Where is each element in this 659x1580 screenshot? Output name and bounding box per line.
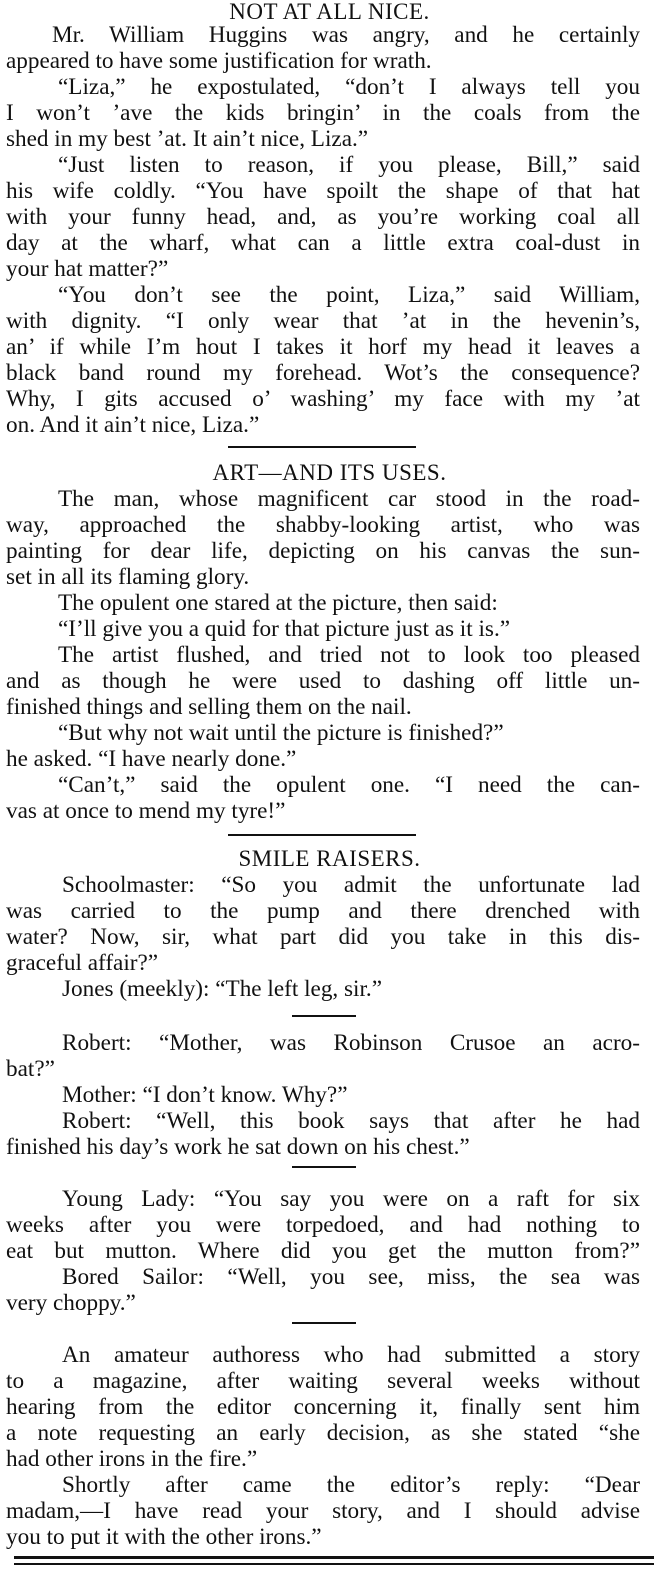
text-line: “But why not wait until the picture is finished?” <box>58 720 504 746</box>
text-line: “Can’t,” said the opulent one. “I need the can- <box>58 772 640 798</box>
text-line: “You don’t see the point, Liza,” said William, <box>58 282 640 308</box>
text-line: a note requesting an early decision, as she stated “she <box>6 1420 640 1446</box>
text-line: on. And it ain’t nice, Liza.” <box>6 412 260 438</box>
text-line: your hat matter?” <box>6 256 169 282</box>
text-line: with dignity. “I only wear that ’at in the hevenin’s, <box>6 308 640 334</box>
text-line: you to put it with the other irons.” <box>6 1524 322 1550</box>
text-line: Schoolmaster: “So you admit the unfortunate lad <box>62 872 640 898</box>
text-line: day at the wharf, what can a little extra coal-dust in <box>6 230 640 256</box>
text-line: set in all its flaming glory. <box>6 564 250 590</box>
text-line: Robert: “Mother, was Robinson Crusoe an acro- <box>62 1030 640 1056</box>
text-line: I won’t ’ave the kids bringin’ in the coals from the <box>6 100 640 126</box>
text-line: The man, whose magnificent car stood in the road- <box>58 486 640 512</box>
text-line: painting for dear life, depicting on his canvas the sun- <box>6 538 640 564</box>
text-line: Shortly after came the editor’s reply: “Dear <box>62 1472 640 1498</box>
text-line: finished his day’s work he sat down on his chest.” <box>6 1134 470 1160</box>
section-divider <box>228 834 416 836</box>
text-line: to a magazine, after waiting several weeks without <box>6 1368 640 1394</box>
section-divider <box>292 1015 356 1017</box>
text-line: Bored Sailor: “Well, you see, miss, the sea was <box>62 1264 640 1290</box>
text-line: hearing from the editor concerning it, finally sent him <box>6 1394 640 1420</box>
text-line: his wife coldly. “You have spoilt the shape of that hat <box>6 178 640 204</box>
text-line: with your funny head, and, as you’re working coal all <box>6 204 640 230</box>
text-line: had other irons in the fire.” <box>6 1446 258 1472</box>
text-line: The artist flushed, and tried not to look too pleased <box>58 642 640 668</box>
section-divider <box>292 1166 356 1168</box>
text-line: finished things and selling them on the nail. <box>6 694 412 720</box>
text-line: Mr. William Huggins was angry, and he certainly <box>52 22 640 48</box>
text-line: Why, I gits accused o’ washing’ my face with my ’at <box>6 386 640 412</box>
article-title: SMILE RAISERS. <box>238 846 421 871</box>
text-line: appeared to have some justification for wrath. <box>6 48 432 74</box>
text-line: black band round my forehead. Wot’s the consequence? <box>6 360 640 386</box>
text-line: “Liza,” he expostulated, “don’t I always tell you <box>58 74 640 100</box>
text-line: graceful affair?” <box>6 950 159 976</box>
section-divider <box>292 1322 356 1324</box>
text-line: “I’ll give you a quid for that picture just as it is.” <box>58 616 511 642</box>
article-title: ART—AND ITS USES. <box>212 460 447 485</box>
text-line: Mother: “I don’t know. Why?” <box>62 1082 348 1108</box>
text-line: “Just listen to reason, if you please, Bill,” said <box>58 152 640 178</box>
text-line: very choppy.” <box>6 1290 136 1316</box>
text-line: eat but mutton. Where did you get the mutton from?” <box>6 1238 640 1264</box>
text-line: Robert: “Well, this book says that after he had <box>62 1108 640 1134</box>
text-line: water? Now, sir, what part did you take in this dis- <box>6 924 640 950</box>
section-divider <box>228 446 416 448</box>
text-line: vas at once to mend my tyre!” <box>6 798 286 824</box>
text-line: An amateur authoress who had submitted a story <box>62 1342 640 1368</box>
text-line: weeks after you were torpedoed, and had nothing to <box>6 1212 640 1238</box>
text-line: way, approached the shabby-looking artist, who was <box>6 512 640 538</box>
text-line: and as though he were used to dashing off little un- <box>6 668 640 694</box>
footer-double-rule <box>14 1556 654 1559</box>
text-line: The opulent one stared at the picture, then said: <box>58 590 498 616</box>
text-line: shed in my best ’at. It ain’t nice, Liza.” <box>6 126 369 152</box>
text-line: madam,—I have read your story, and I should advise <box>6 1498 640 1524</box>
text-line: bat?” <box>6 1056 55 1082</box>
footer-double-rule <box>14 1563 654 1565</box>
text-line: he asked. “I have nearly done.” <box>6 746 297 772</box>
text-line: an’ if while I’m hout I takes it horf my head it leaves a <box>6 334 640 360</box>
text-line: Young Lady: “You say you were on a raft for six <box>62 1186 640 1212</box>
text-line: Jones (meekly): “The left leg, sir.” <box>62 976 383 1002</box>
text-line: was carried to the pump and there drenched with <box>6 898 640 924</box>
article-title: NOT AT ALL NICE. <box>229 0 430 24</box>
